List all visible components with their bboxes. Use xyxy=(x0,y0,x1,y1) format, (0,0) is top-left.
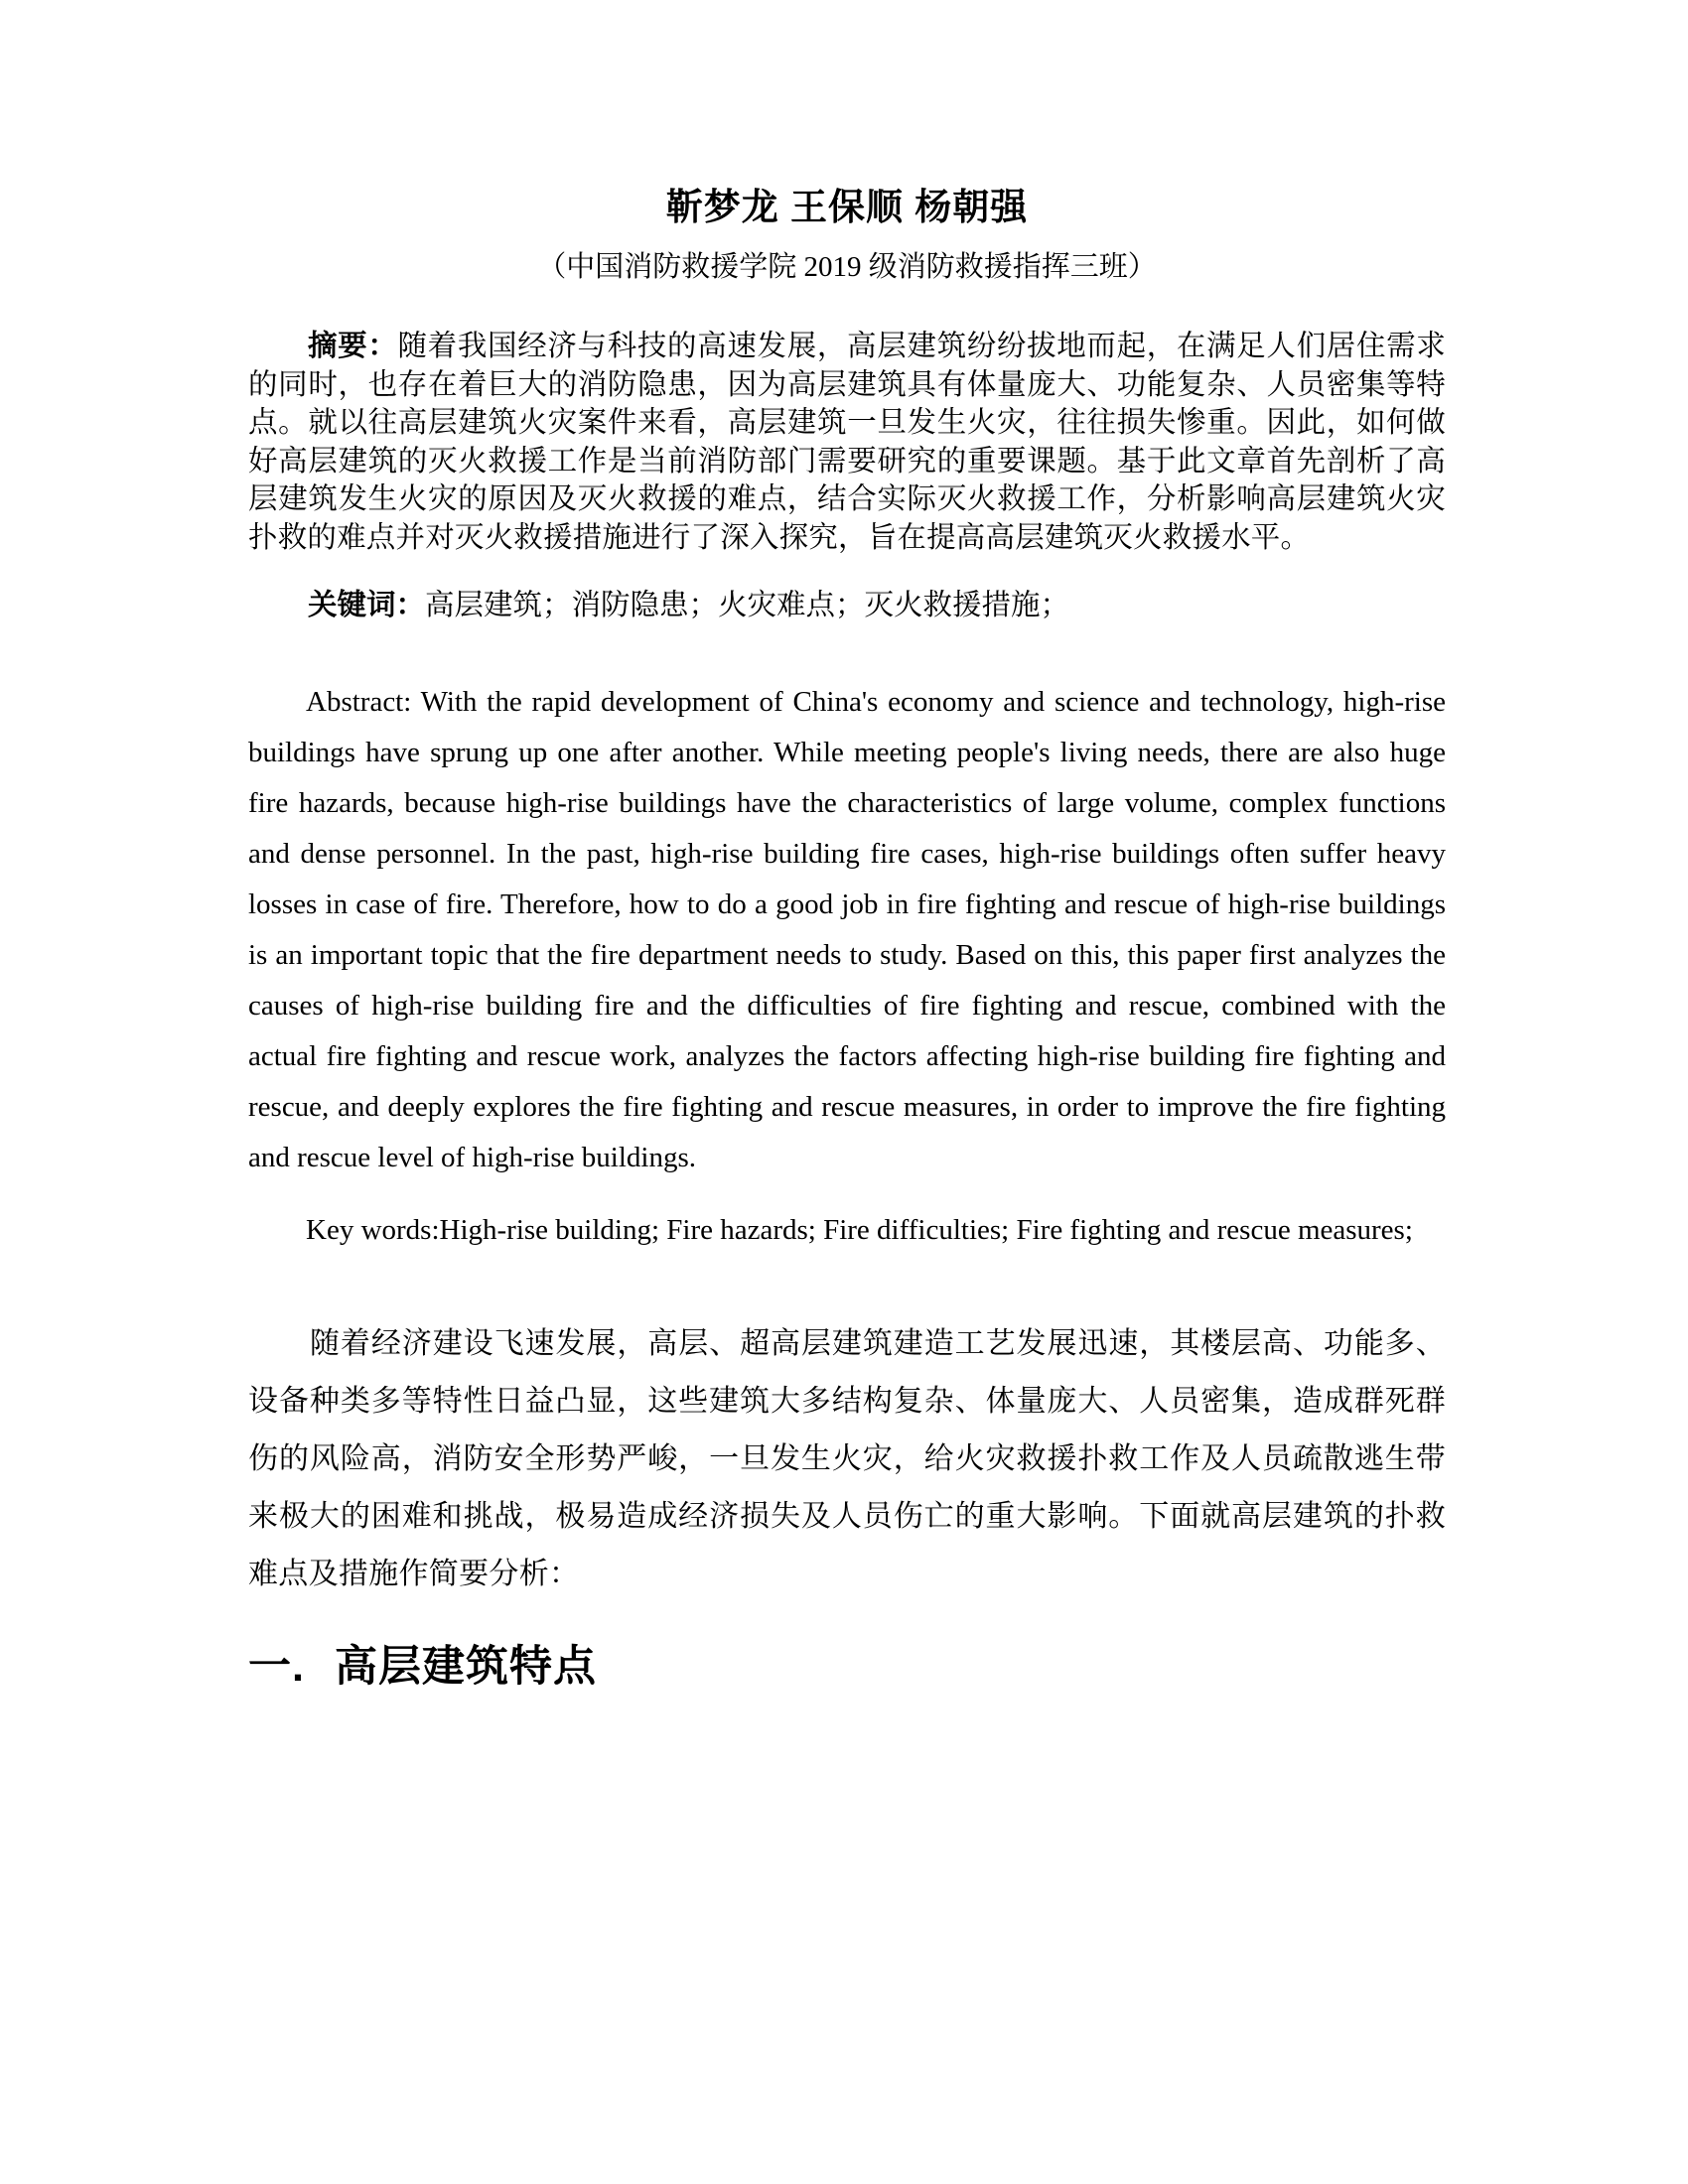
chinese-keywords-label: 关键词： xyxy=(308,589,426,621)
chinese-keywords-text: 高层建筑；消防隐患；火灾难点；灭火救援措施； xyxy=(425,590,1070,621)
chinese-keywords xyxy=(248,587,1446,625)
chinese-abstract-label: 摘要： xyxy=(308,330,398,362)
chinese-abstract xyxy=(248,328,1446,557)
english-abstract: Abstract: With the rapid development of China's economy and science and technology, high-rise buildings have sprung up one after another. While meeting people's living needs, there are also huge fire hazards, because high-rise buildings have the characteristics of large volume, complex functions and dense personnel. In the past, high-rise building fire cases, high-rise buildings often suffer heavy losses in case of fire. Therefore, how to do a good job in fire fighting and rescue of high-rise buildings is an important topic that the fire department needs to study. Based on this, this paper first analyzes the causes of high-rise building fire and the difficulties of fire fighting and rescue, combined with the actual fire fighting and rescue work, analyzes the factors affecting high-rise building fire fighting and rescue, and deeply explores the fire fighting and rescue measures, in order to improve the fire fighting and rescue level of high-rise buildings. xyxy=(248,685,1446,1173)
english-keywords: Key words:High-rise building; Fire hazards; Fire difficulties; Fire fighting and rescue measures; xyxy=(306,1213,1413,1246)
document-content-column xyxy=(248,0,1446,1697)
section-heading-1 xyxy=(248,1637,1446,1697)
section-title: 高层建筑特点 xyxy=(334,1642,597,1691)
author-affiliation: （中国消防救援学院 2019 级消防救援指挥三班） xyxy=(537,251,1157,283)
page-title: 靳梦龙 王保顺 杨朝强 xyxy=(665,187,1029,227)
introduction-paragraph: 随着经济建设飞速发展，高层、超高层建筑建造工艺发展迅速，其楼层高、功能多、设备种类多等特性日益凸显，这些建筑大多结构复杂、体量庞大、人员密集，造成群死群伤的风险高，消防安全形势严峻，一旦发生火灾，给火灾救援扑救工作及人员疏散逃生带来极大的困难和挑战，极易造成经济损失及人员伤亡的重大影响。下面就高层建筑的扑救难点及措施作简要分析： xyxy=(248,1326,1446,1590)
chinese-abstract-text: 随着我国经济与科技的高速发展，高层建筑纷纷拔地而起，在满足人们居住需求的同时，也存在着巨大的消防隐患，因为高层建筑具有体量庞大、功能复杂、人员密集等特点。就以往高层建筑火灾案件来看，高层建筑一旦发生火灾，往往损失惨重。因此，如何做好高层建筑的灭火救援工作是当前消防部门需要研究的重要课题。基于此文章首先剖析了高层建筑发生火灾的原因及灭火救援的难点，结合实际灭火救援工作，分析影响高层建筑火灾扑救的难点并对灭火救援措施进行了深入探究，旨在提高高层建筑灭火救援水平。 xyxy=(248,331,1446,554)
section-number: 一. xyxy=(248,1642,305,1691)
